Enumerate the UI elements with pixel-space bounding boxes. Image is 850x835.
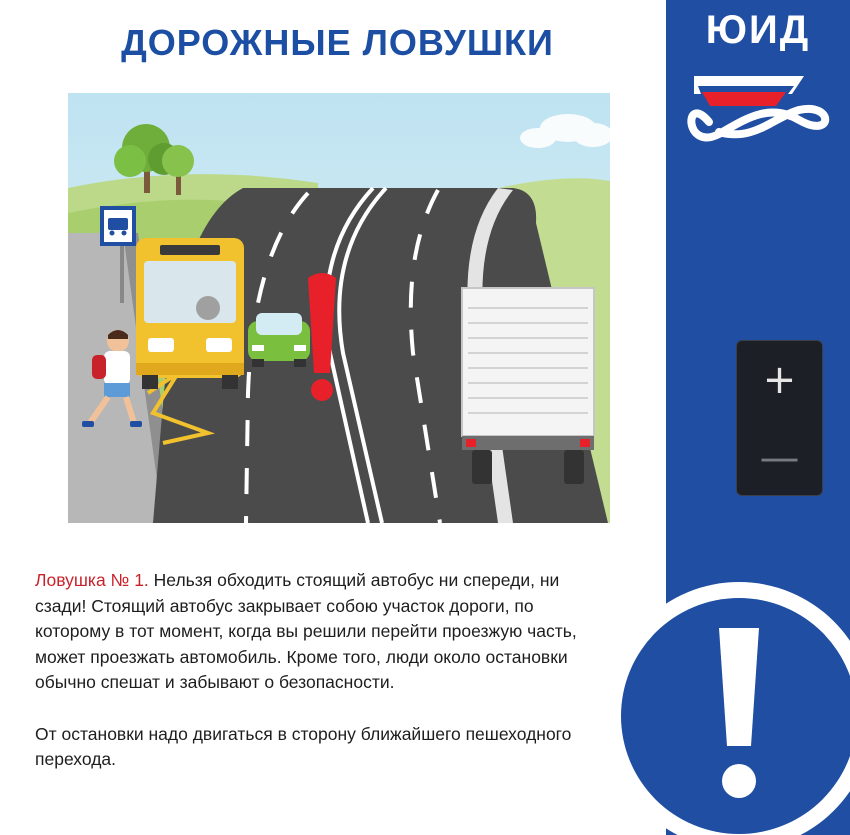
trap-label: Ловушка № 1. bbox=[35, 570, 149, 590]
page-title: ДОРОЖНЫЕ ЛОВУШКИ bbox=[121, 22, 554, 63]
zoom-control bbox=[736, 340, 823, 496]
yuid-logo-icon bbox=[674, 62, 844, 152]
zoom-in-button[interactable]: + bbox=[762, 357, 797, 403]
advice-paragraph: От остановки надо двигаться в сторону ближайшего пешеходного перехода. bbox=[35, 723, 572, 769]
warning-sign-icon bbox=[609, 576, 850, 835]
zoom-out-button[interactable]: — bbox=[759, 435, 800, 481]
road-illustration bbox=[68, 93, 610, 523]
bus-icon bbox=[136, 238, 244, 389]
logo-text: ЮИД bbox=[705, 8, 811, 52]
car-icon bbox=[248, 313, 310, 367]
trap-paragraph bbox=[35, 568, 595, 696]
trap-text: Нельзя обходить стоящий автобус ни спереди, ни сзади! Стоящий автобус закрывает собою участок дороги, по которому в тот момент, когда вы решили перейти проезжую часть, может проезжать автомобиль. Кроме того, люди около остановки обычно спешат и забывают о безопасности. bbox=[35, 570, 577, 692]
trap-description bbox=[35, 568, 595, 773]
